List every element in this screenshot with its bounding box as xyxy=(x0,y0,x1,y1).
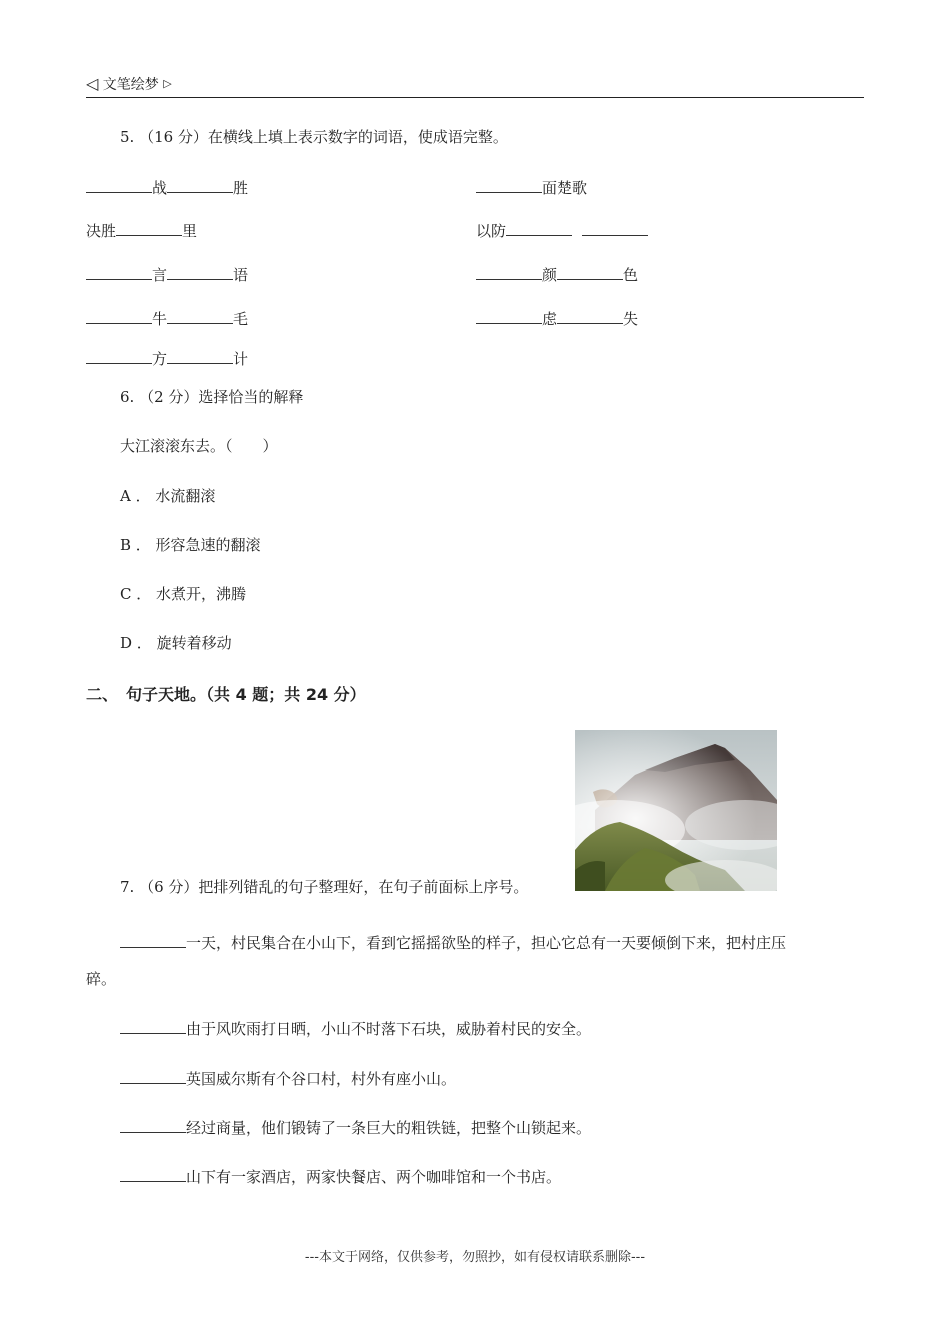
idiom-3: 决胜 里 xyxy=(86,222,198,240)
q7-sentence-4: 经过商量，他们锻铸了一条巨大的粗铁链，把整个山锁起来。 xyxy=(120,1117,591,1138)
q6-option-c[interactable]: C ． 水煮开，沸腾 xyxy=(120,585,247,603)
q7-title: 7. （6 分）把排列错乱的句子整理好，在句子前面标上序号。 xyxy=(120,878,529,896)
q6-option-d[interactable]: D ． 旋转着移动 xyxy=(120,634,232,652)
idiom-blank[interactable] xyxy=(86,177,152,193)
idiom-blank[interactable] xyxy=(167,264,233,280)
order-blank[interactable] xyxy=(120,1166,186,1182)
q6-title: 6. （2 分）选择恰当的解释 xyxy=(120,388,304,406)
q6-option-b[interactable]: B ． 形容急速的翻滚 xyxy=(120,536,261,554)
idiom-blank[interactable] xyxy=(557,308,623,324)
page-footer: ---本文于网络，仅供参考，勿照抄，如有侵权请联系删除--- xyxy=(304,1250,646,1265)
idiom-blank[interactable] xyxy=(116,220,182,236)
misty-mountain-image xyxy=(575,730,777,891)
q7-sentence-3: 英国威尔斯有个谷口村，村外有座小山。 xyxy=(120,1068,456,1089)
idiom-1: 战 胜 xyxy=(86,177,248,198)
left-triangle-icon: ◁ xyxy=(86,74,99,93)
idiom-blank[interactable] xyxy=(506,220,572,236)
idiom-blank[interactable] xyxy=(167,348,233,364)
q6-stem: 大江滚滚东去。（ ） xyxy=(120,437,278,455)
q7-sentence-2: 由于风吹雨打日晒，小山不时落下石块，威胁着村民的安全。 xyxy=(120,1018,591,1039)
idiom-2: 面楚歌 xyxy=(476,177,587,198)
idiom-8: 虑 失 xyxy=(476,308,638,329)
right-triangle-icon: ▷ xyxy=(163,77,172,90)
idiom-blank[interactable] xyxy=(582,220,648,236)
idiom-7: 牛 毛 xyxy=(86,308,248,329)
idiom-blank[interactable] xyxy=(86,348,152,364)
q7-sentence-1: 一天，村民集合在小山下，看到它摇摇欲坠的样子，担心它总有一天要倾倒下来，把村庄压 xyxy=(120,932,786,953)
idiom-blank[interactable] xyxy=(86,308,152,324)
q7-sentence-5: 山下有一家酒店，两家快餐店、两个咖啡馆和一个书店。 xyxy=(120,1166,561,1187)
order-blank[interactable] xyxy=(120,1018,186,1034)
idiom-blank[interactable] xyxy=(86,264,152,280)
section-2-title: 二、 句子天地。（共 4 题；共 24 分） xyxy=(86,685,366,704)
idiom-blank[interactable] xyxy=(476,177,542,193)
order-blank[interactable] xyxy=(120,1117,186,1133)
idiom-blank[interactable] xyxy=(557,264,623,280)
idiom-blank[interactable] xyxy=(167,177,233,193)
q6-option-a[interactable]: A ． 水流翻滚 xyxy=(120,487,216,505)
q5-title: 5. （16 分）在横线上填上表示数字的词语，使成语完整。 xyxy=(120,128,508,146)
idiom-blank[interactable] xyxy=(476,308,542,324)
idiom-blank[interactable] xyxy=(476,264,542,280)
header-rule xyxy=(86,97,864,98)
q7-sentence-1-cont: 碎。 xyxy=(86,970,117,988)
idiom-6: 颜 色 xyxy=(476,264,638,285)
idiom-blank[interactable] xyxy=(167,308,233,324)
idiom-4: 以防 xyxy=(476,220,648,241)
order-blank[interactable] xyxy=(120,932,186,948)
page-header xyxy=(86,74,172,95)
idiom-5: 言 语 xyxy=(86,264,248,285)
order-blank[interactable] xyxy=(120,1068,186,1084)
header-brand: 文笔绘梦 xyxy=(102,77,159,93)
idiom-9: 方 计 xyxy=(86,348,248,369)
